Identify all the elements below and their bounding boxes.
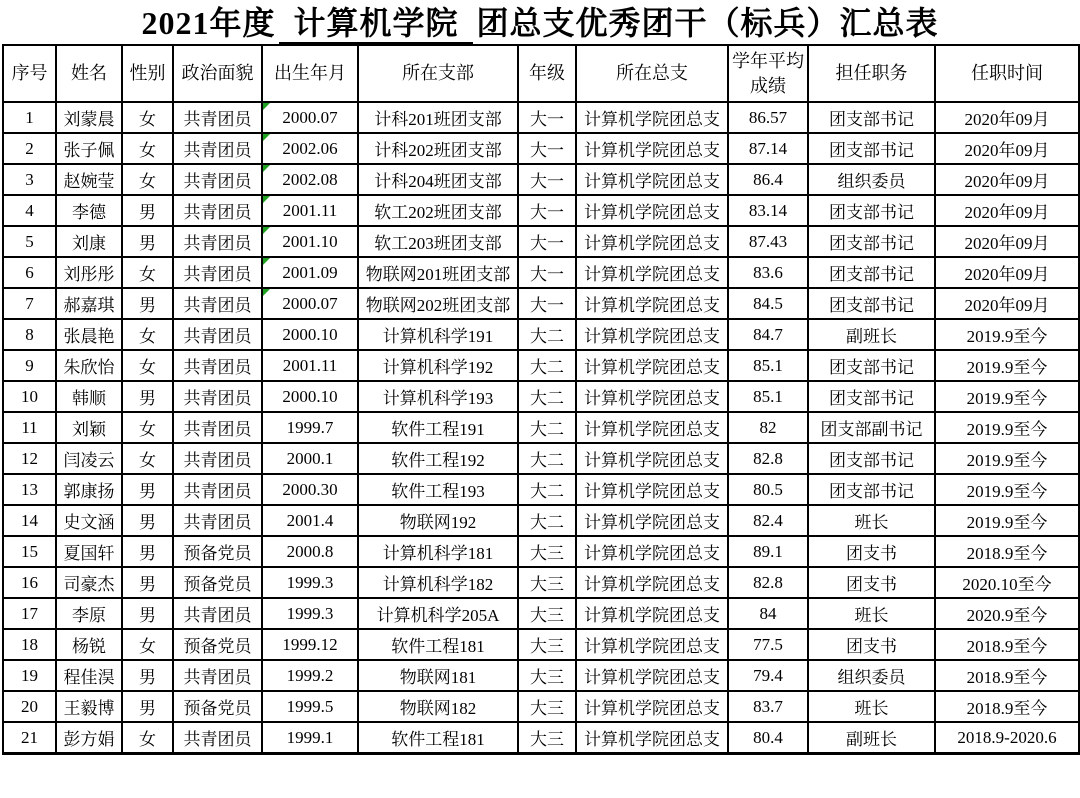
cell-tenure: 2019.9至今 bbox=[935, 443, 1079, 474]
cell-political-status: 共青团员 bbox=[173, 660, 262, 691]
cell-name: 刘康 bbox=[56, 226, 122, 257]
cell-avg-score: 82.8 bbox=[728, 567, 808, 598]
cell-position: 团支部书记 bbox=[808, 474, 935, 505]
cell-general-branch: 计算机学院团总支 bbox=[576, 412, 728, 443]
cell-no: 14 bbox=[3, 505, 56, 536]
cell-birth-date: 2001.11 bbox=[262, 195, 358, 226]
cell-branch: 物联网181 bbox=[358, 660, 518, 691]
cell-birth-date: 2000.10 bbox=[262, 381, 358, 412]
cell-tenure: 2019.9至今 bbox=[935, 381, 1079, 412]
cell-birth-date: 2000.1 bbox=[262, 443, 358, 474]
cell-branch: 计科202班团支部 bbox=[358, 133, 518, 164]
cell-general-branch: 计算机学院团总支 bbox=[576, 133, 728, 164]
col-header-branch: 所在支部 bbox=[358, 45, 518, 102]
cell-branch: 计算机科学193 bbox=[358, 381, 518, 412]
cell-no: 21 bbox=[3, 722, 56, 754]
cell-position: 团支部书记 bbox=[808, 443, 935, 474]
cell-general-branch: 计算机学院团总支 bbox=[576, 567, 728, 598]
col-header-gender: 性别 bbox=[122, 45, 173, 102]
cell-gender: 男 bbox=[122, 195, 173, 226]
cell-grade: 大二 bbox=[518, 381, 576, 412]
cell-position: 组织委员 bbox=[808, 164, 935, 195]
cell-general-branch: 计算机学院团总支 bbox=[576, 722, 728, 754]
table-row bbox=[3, 412, 1079, 443]
cell-branch: 计算机科学182 bbox=[358, 567, 518, 598]
cell-gender: 男 bbox=[122, 288, 173, 319]
cell-avg-score: 82.8 bbox=[728, 443, 808, 474]
cell-gender: 女 bbox=[122, 722, 173, 754]
cell-branch: 物联网202班团支部 bbox=[358, 288, 518, 319]
cell-birth-date: 2000.07 bbox=[262, 288, 358, 319]
cell-birth-date: 2001.11 bbox=[262, 350, 358, 381]
cell-name: 张子佩 bbox=[56, 133, 122, 164]
cell-birth-date: 2001.09 bbox=[262, 257, 358, 288]
text-format-indicator-icon bbox=[263, 289, 270, 296]
cell-name: 赵婉莹 bbox=[56, 164, 122, 195]
cell-birth-date: 2000.07 bbox=[262, 102, 358, 133]
table-row bbox=[3, 567, 1079, 598]
cell-no: 1 bbox=[3, 102, 56, 133]
cell-avg-score: 84 bbox=[728, 598, 808, 629]
cell-tenure: 2018.9至今 bbox=[935, 629, 1079, 660]
cell-general-branch: 计算机学院团总支 bbox=[576, 474, 728, 505]
col-header-political-status: 政治面貌 bbox=[173, 45, 262, 102]
col-header-position: 担任职务 bbox=[808, 45, 935, 102]
cell-no: 13 bbox=[3, 474, 56, 505]
cell-political-status: 共青团员 bbox=[173, 412, 262, 443]
cell-grade: 大三 bbox=[518, 629, 576, 660]
cell-name: 张晨艳 bbox=[56, 319, 122, 350]
table-row bbox=[3, 505, 1079, 536]
cell-grade: 大三 bbox=[518, 536, 576, 567]
cell-name: 闫凌云 bbox=[56, 443, 122, 474]
cell-branch: 物联网182 bbox=[358, 691, 518, 722]
cell-no: 19 bbox=[3, 660, 56, 691]
cell-branch: 软工202班团支部 bbox=[358, 195, 518, 226]
cell-grade: 大一 bbox=[518, 226, 576, 257]
cell-tenure: 2020.9至今 bbox=[935, 598, 1079, 629]
table-body bbox=[3, 102, 1079, 754]
cell-grade: 大二 bbox=[518, 474, 576, 505]
cell-branch: 物联网192 bbox=[358, 505, 518, 536]
cell-tenure: 2020年09月 bbox=[935, 257, 1079, 288]
table-row bbox=[3, 722, 1079, 754]
cell-gender: 男 bbox=[122, 505, 173, 536]
col-header-no: 序号 bbox=[3, 45, 56, 102]
cell-avg-score: 86.4 bbox=[728, 164, 808, 195]
cell-gender: 男 bbox=[122, 226, 173, 257]
cell-avg-score: 83.7 bbox=[728, 691, 808, 722]
cell-political-status: 共青团员 bbox=[173, 722, 262, 754]
cell-no: 8 bbox=[3, 319, 56, 350]
cell-no: 11 bbox=[3, 412, 56, 443]
cell-tenure: 2019.9至今 bbox=[935, 412, 1079, 443]
cell-birth-date: 1999.2 bbox=[262, 660, 358, 691]
cell-grade: 大一 bbox=[518, 288, 576, 319]
cell-general-branch: 计算机学院团总支 bbox=[576, 660, 728, 691]
cell-name: 郝嘉琪 bbox=[56, 288, 122, 319]
cell-political-status: 共青团员 bbox=[173, 474, 262, 505]
cell-no: 17 bbox=[3, 598, 56, 629]
cell-gender: 男 bbox=[122, 660, 173, 691]
cell-gender: 女 bbox=[122, 257, 173, 288]
cell-avg-score: 82 bbox=[728, 412, 808, 443]
cell-branch: 软件工程191 bbox=[358, 412, 518, 443]
cell-branch: 计科204班团支部 bbox=[358, 164, 518, 195]
cell-avg-score: 85.1 bbox=[728, 381, 808, 412]
cell-branch: 计科201班团支部 bbox=[358, 102, 518, 133]
cell-name: 司豪杰 bbox=[56, 567, 122, 598]
cell-tenure: 2019.9至今 bbox=[935, 350, 1079, 381]
cell-birth-date: 2002.06 bbox=[262, 133, 358, 164]
text-format-indicator-icon bbox=[263, 258, 270, 265]
table-row bbox=[3, 226, 1079, 257]
table-row bbox=[3, 660, 1079, 691]
table-row bbox=[3, 164, 1079, 195]
table-row bbox=[3, 133, 1079, 164]
cell-avg-score: 77.5 bbox=[728, 629, 808, 660]
cell-grade: 大二 bbox=[518, 350, 576, 381]
summary-table bbox=[2, 44, 1080, 755]
cell-tenure: 2019.9至今 bbox=[935, 505, 1079, 536]
cell-tenure: 2020年09月 bbox=[935, 102, 1079, 133]
cell-position: 团支部书记 bbox=[808, 226, 935, 257]
cell-no: 12 bbox=[3, 443, 56, 474]
cell-position: 团支部书记 bbox=[808, 350, 935, 381]
cell-general-branch: 计算机学院团总支 bbox=[576, 691, 728, 722]
cell-political-status: 共青团员 bbox=[173, 257, 262, 288]
cell-no: 4 bbox=[3, 195, 56, 226]
cell-branch: 计算机科学192 bbox=[358, 350, 518, 381]
cell-avg-score: 80.5 bbox=[728, 474, 808, 505]
table-row bbox=[3, 350, 1079, 381]
cell-name: 王毅博 bbox=[56, 691, 122, 722]
col-header-general-branch: 所在总支 bbox=[576, 45, 728, 102]
cell-general-branch: 计算机学院团总支 bbox=[576, 629, 728, 660]
cell-political-status: 预备党员 bbox=[173, 567, 262, 598]
cell-tenure: 2020.10至今 bbox=[935, 567, 1079, 598]
cell-no: 9 bbox=[3, 350, 56, 381]
cell-position: 班长 bbox=[808, 598, 935, 629]
cell-grade: 大一 bbox=[518, 133, 576, 164]
cell-political-status: 共青团员 bbox=[173, 505, 262, 536]
cell-tenure: 2018.9至今 bbox=[935, 691, 1079, 722]
cell-birth-date: 2000.10 bbox=[262, 319, 358, 350]
cell-no: 6 bbox=[3, 257, 56, 288]
cell-gender: 女 bbox=[122, 412, 173, 443]
cell-gender: 男 bbox=[122, 691, 173, 722]
cell-avg-score: 79.4 bbox=[728, 660, 808, 691]
cell-gender: 女 bbox=[122, 164, 173, 195]
cell-branch: 计算机科学181 bbox=[358, 536, 518, 567]
cell-general-branch: 计算机学院团总支 bbox=[576, 164, 728, 195]
cell-general-branch: 计算机学院团总支 bbox=[576, 102, 728, 133]
cell-avg-score: 83.6 bbox=[728, 257, 808, 288]
cell-general-branch: 计算机学院团总支 bbox=[576, 350, 728, 381]
cell-gender: 女 bbox=[122, 443, 173, 474]
cell-avg-score: 80.4 bbox=[728, 722, 808, 754]
cell-name: 刘彤彤 bbox=[56, 257, 122, 288]
col-header-name: 姓名 bbox=[56, 45, 122, 102]
cell-position: 团支书 bbox=[808, 536, 935, 567]
cell-general-branch: 计算机学院团总支 bbox=[576, 257, 728, 288]
cell-general-branch: 计算机学院团总支 bbox=[576, 195, 728, 226]
cell-branch: 软件工程181 bbox=[358, 722, 518, 754]
cell-general-branch: 计算机学院团总支 bbox=[576, 536, 728, 567]
cell-political-status: 共青团员 bbox=[173, 598, 262, 629]
cell-tenure: 2020年09月 bbox=[935, 195, 1079, 226]
title-prefix: 2021年度 bbox=[141, 5, 276, 41]
cell-political-status: 共青团员 bbox=[173, 226, 262, 257]
cell-grade: 大三 bbox=[518, 567, 576, 598]
cell-no: 15 bbox=[3, 536, 56, 567]
cell-position: 团支部副书记 bbox=[808, 412, 935, 443]
cell-general-branch: 计算机学院团总支 bbox=[576, 443, 728, 474]
text-format-indicator-icon bbox=[263, 165, 270, 172]
cell-gender: 女 bbox=[122, 319, 173, 350]
cell-grade: 大二 bbox=[518, 505, 576, 536]
cell-position: 团支部书记 bbox=[808, 195, 935, 226]
cell-political-status: 预备党员 bbox=[173, 536, 262, 567]
cell-gender: 女 bbox=[122, 629, 173, 660]
cell-grade: 大二 bbox=[518, 412, 576, 443]
cell-birth-date: 2002.08 bbox=[262, 164, 358, 195]
cell-grade: 大三 bbox=[518, 722, 576, 754]
cell-birth-date: 1999.5 bbox=[262, 691, 358, 722]
cell-political-status: 共青团员 bbox=[173, 350, 262, 381]
cell-name: 韩顺 bbox=[56, 381, 122, 412]
cell-birth-date: 2000.8 bbox=[262, 536, 358, 567]
table-row bbox=[3, 598, 1079, 629]
cell-position: 团支部书记 bbox=[808, 102, 935, 133]
cell-no: 18 bbox=[3, 629, 56, 660]
cell-birth-date: 1999.7 bbox=[262, 412, 358, 443]
cell-gender: 男 bbox=[122, 536, 173, 567]
cell-avg-score: 87.14 bbox=[728, 133, 808, 164]
cell-avg-score: 84.5 bbox=[728, 288, 808, 319]
cell-branch: 软件工程181 bbox=[358, 629, 518, 660]
cell-avg-score: 83.14 bbox=[728, 195, 808, 226]
cell-gender: 女 bbox=[122, 350, 173, 381]
cell-position: 团支书 bbox=[808, 629, 935, 660]
cell-position: 团支部书记 bbox=[808, 257, 935, 288]
cell-name: 刘颖 bbox=[56, 412, 122, 443]
text-format-indicator-icon bbox=[263, 134, 270, 141]
title-suffix: 团总支优秀团干（标兵）汇总表 bbox=[476, 5, 939, 41]
cell-birth-date: 2001.10 bbox=[262, 226, 358, 257]
cell-tenure: 2018.9至今 bbox=[935, 660, 1079, 691]
table-row bbox=[3, 474, 1079, 505]
cell-grade: 大一 bbox=[518, 102, 576, 133]
cell-name: 彭方娟 bbox=[56, 722, 122, 754]
col-header-tenure: 任职时间 bbox=[935, 45, 1079, 102]
table-row bbox=[3, 536, 1079, 567]
cell-name: 杨锐 bbox=[56, 629, 122, 660]
cell-grade: 大三 bbox=[518, 691, 576, 722]
cell-tenure: 2019.9至今 bbox=[935, 319, 1079, 350]
text-format-indicator-icon bbox=[263, 103, 270, 110]
cell-grade: 大一 bbox=[518, 257, 576, 288]
cell-no: 5 bbox=[3, 226, 56, 257]
cell-political-status: 共青团员 bbox=[173, 319, 262, 350]
cell-avg-score: 85.1 bbox=[728, 350, 808, 381]
table-row bbox=[3, 691, 1079, 722]
col-header-birth-date: 出生年月 bbox=[262, 45, 358, 102]
cell-political-status: 预备党员 bbox=[173, 629, 262, 660]
cell-birth-date: 2000.30 bbox=[262, 474, 358, 505]
table-row bbox=[3, 102, 1079, 133]
cell-tenure: 2019.9至今 bbox=[935, 474, 1079, 505]
cell-no: 16 bbox=[3, 567, 56, 598]
cell-general-branch: 计算机学院团总支 bbox=[576, 288, 728, 319]
cell-gender: 男 bbox=[122, 381, 173, 412]
cell-birth-date: 1999.12 bbox=[262, 629, 358, 660]
cell-avg-score: 86.57 bbox=[728, 102, 808, 133]
cell-name: 李德 bbox=[56, 195, 122, 226]
cell-tenure: 2020年09月 bbox=[935, 226, 1079, 257]
cell-political-status: 共青团员 bbox=[173, 288, 262, 319]
cell-name: 郭康扬 bbox=[56, 474, 122, 505]
cell-political-status: 共青团员 bbox=[173, 133, 262, 164]
cell-branch: 计算机科学191 bbox=[358, 319, 518, 350]
cell-position: 团支部书记 bbox=[808, 133, 935, 164]
cell-gender: 女 bbox=[122, 102, 173, 133]
cell-position: 团支书 bbox=[808, 567, 935, 598]
cell-grade: 大三 bbox=[518, 598, 576, 629]
table-header bbox=[3, 45, 1079, 102]
cell-political-status: 共青团员 bbox=[173, 102, 262, 133]
cell-name: 李原 bbox=[56, 598, 122, 629]
cell-grade: 大二 bbox=[518, 443, 576, 474]
cell-no: 3 bbox=[3, 164, 56, 195]
cell-name: 程佳淏 bbox=[56, 660, 122, 691]
cell-position: 组织委员 bbox=[808, 660, 935, 691]
cell-general-branch: 计算机学院团总支 bbox=[576, 226, 728, 257]
cell-no: 10 bbox=[3, 381, 56, 412]
cell-birth-date: 1999.3 bbox=[262, 598, 358, 629]
table-row bbox=[3, 629, 1079, 660]
table-row bbox=[3, 195, 1079, 226]
col-header-grade: 年级 bbox=[518, 45, 576, 102]
cell-branch: 软件工程192 bbox=[358, 443, 518, 474]
cell-branch: 软件工程193 bbox=[358, 474, 518, 505]
cell-birth-date: 2001.4 bbox=[262, 505, 358, 536]
cell-grade: 大三 bbox=[518, 660, 576, 691]
cell-position: 班长 bbox=[808, 505, 935, 536]
table-row bbox=[3, 288, 1079, 319]
page-title bbox=[2, 3, 1078, 44]
cell-position: 团支部书记 bbox=[808, 288, 935, 319]
cell-gender: 男 bbox=[122, 598, 173, 629]
cell-name: 刘蒙晨 bbox=[56, 102, 122, 133]
cell-general-branch: 计算机学院团总支 bbox=[576, 598, 728, 629]
cell-general-branch: 计算机学院团总支 bbox=[576, 381, 728, 412]
cell-no: 7 bbox=[3, 288, 56, 319]
cell-gender: 男 bbox=[122, 474, 173, 505]
cell-grade: 大二 bbox=[518, 319, 576, 350]
cell-avg-score: 82.4 bbox=[728, 505, 808, 536]
cell-branch: 计算机科学205A bbox=[358, 598, 518, 629]
table-row bbox=[3, 381, 1079, 412]
cell-gender: 男 bbox=[122, 567, 173, 598]
cell-general-branch: 计算机学院团总支 bbox=[576, 319, 728, 350]
text-format-indicator-icon bbox=[263, 196, 270, 203]
header-row bbox=[3, 45, 1079, 102]
cell-tenure: 2020年09月 bbox=[935, 288, 1079, 319]
cell-tenure: 2018.9-2020.6 bbox=[935, 722, 1079, 754]
cell-birth-date: 1999.3 bbox=[262, 567, 358, 598]
cell-gender: 女 bbox=[122, 133, 173, 164]
text-format-indicator-icon bbox=[263, 227, 270, 234]
cell-political-status: 共青团员 bbox=[173, 195, 262, 226]
cell-branch: 软工203班团支部 bbox=[358, 226, 518, 257]
cell-name: 夏国轩 bbox=[56, 536, 122, 567]
cell-position: 班长 bbox=[808, 691, 935, 722]
table-row bbox=[3, 443, 1079, 474]
cell-no: 2 bbox=[3, 133, 56, 164]
cell-political-status: 共青团员 bbox=[173, 443, 262, 474]
cell-tenure: 2020年09月 bbox=[935, 133, 1079, 164]
cell-avg-score: 89.1 bbox=[728, 536, 808, 567]
cell-position: 副班长 bbox=[808, 722, 935, 754]
cell-avg-score: 87.43 bbox=[728, 226, 808, 257]
cell-position: 副班长 bbox=[808, 319, 935, 350]
cell-branch: 物联网201班团支部 bbox=[358, 257, 518, 288]
cell-political-status: 共青团员 bbox=[173, 381, 262, 412]
cell-grade: 大一 bbox=[518, 164, 576, 195]
cell-no: 20 bbox=[3, 691, 56, 722]
table-row bbox=[3, 257, 1079, 288]
cell-name: 史文涵 bbox=[56, 505, 122, 536]
cell-name: 朱欣怡 bbox=[56, 350, 122, 381]
cell-tenure: 2018.9至今 bbox=[935, 536, 1079, 567]
cell-position: 团支部书记 bbox=[808, 381, 935, 412]
cell-birth-date: 1999.1 bbox=[262, 722, 358, 754]
cell-grade: 大一 bbox=[518, 195, 576, 226]
cell-tenure: 2020年09月 bbox=[935, 164, 1079, 195]
table-row bbox=[3, 319, 1079, 350]
title-underlined-blank: 计算机学院 bbox=[279, 5, 472, 46]
col-header-avg-score: 学年平均成绩 bbox=[728, 45, 808, 102]
cell-political-status: 共青团员 bbox=[173, 164, 262, 195]
cell-political-status: 预备党员 bbox=[173, 691, 262, 722]
cell-avg-score: 84.7 bbox=[728, 319, 808, 350]
cell-general-branch: 计算机学院团总支 bbox=[576, 505, 728, 536]
